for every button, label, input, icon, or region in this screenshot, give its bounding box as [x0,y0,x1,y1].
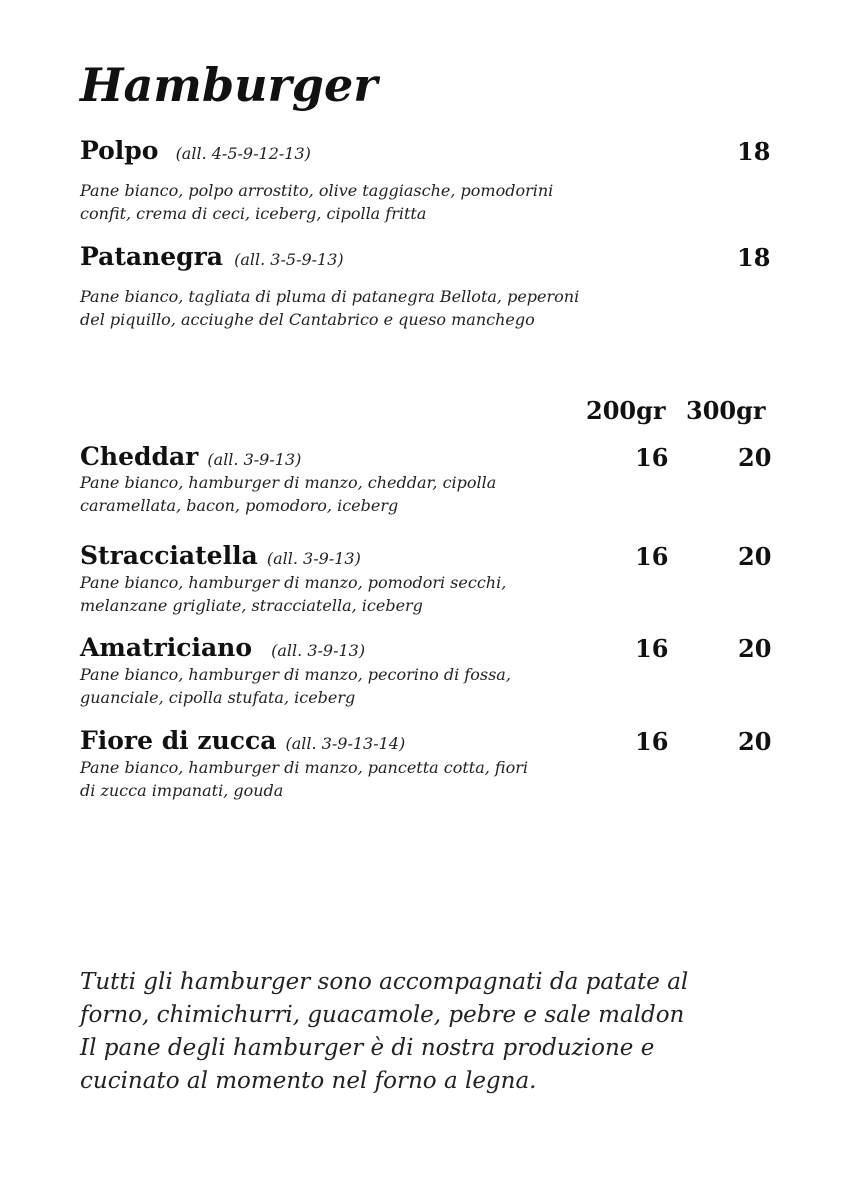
item-allergens: (all. 3-9-13-14) [285,734,406,753]
item-description: Pane bianco, hamburger di manzo, cheddar, cipolla caramellata, bacon, pomodoro, iceberg [80,473,497,515]
item-price-300gr: 20 [738,443,772,472]
item-price-200gr: 16 [635,727,669,756]
item-price-300gr: 20 [738,727,772,756]
item-price: 18 [737,243,771,272]
item-allergens: (all. 4-5-9-12-13) [175,144,311,163]
item-name: Patanegra [80,242,224,271]
item-price-200gr: 16 [635,542,669,571]
item-name: Amatriciano [80,633,253,662]
menu-item-stracciatella-heading [80,541,361,570]
item-price: 18 [737,137,771,166]
item-name: Polpo [80,136,159,165]
menu-item-patanegra-heading [80,242,344,271]
item-price-200gr: 16 [635,443,669,472]
item-name: Stracciatella [80,541,258,570]
item-allergens: (all. 3-9-13) [271,641,366,660]
item-price-300gr: 20 [738,634,772,663]
item-price-200gr: 16 [635,634,669,663]
item-allergens: (all. 3-9-13) [207,450,302,469]
item-name: Fiore di zucca [80,726,277,755]
footer-note: Tutti gli hamburger sono accompagnati da patate al forno, chimichurri, guacamole, pebre e sale maldon Il pane degli hamburger è di nostra produzione e cucinato al momento nel forno a legna. [80,969,689,1094]
item-description: Pane bianco, hamburger di manzo, pecorino di fossa, guanciale, cipolla stufata, iceberg [80,665,511,707]
menu-item-fiore-di-zucca-heading [80,726,405,755]
item-description: Pane bianco, tagliata di pluma di patanegra Bellota, peperoni del piquillo, acciughe del Cantabrico e queso manchego [80,287,580,329]
menu-item-polpo-heading [80,136,311,165]
item-description: Pane bianco, polpo arrostito, olive taggiasche, pomodorini confit, crema di ceci, iceberg, cipolla fritta [80,181,554,223]
item-description: Pane bianco, hamburger di manzo, pancetta cotta, fiori di zucca impanati, gouda [80,758,528,800]
item-description: Pane bianco, hamburger di manzo, pomodori secchi, melanzane grigliate, stracciatella, iceberg [80,573,507,615]
menu-item-amatriciano-heading [80,633,365,662]
menu-item-cheddar-heading [80,442,301,471]
page-title: Hamburger [80,58,378,112]
item-name: Cheddar [80,442,199,471]
size-header-200gr: 200gr [586,396,666,425]
item-allergens: (all. 3-9-13) [266,549,361,568]
item-price-300gr: 20 [738,542,772,571]
item-allergens: (all. 3-5-9-13) [234,250,344,269]
size-header-300gr: 300gr [686,396,766,425]
